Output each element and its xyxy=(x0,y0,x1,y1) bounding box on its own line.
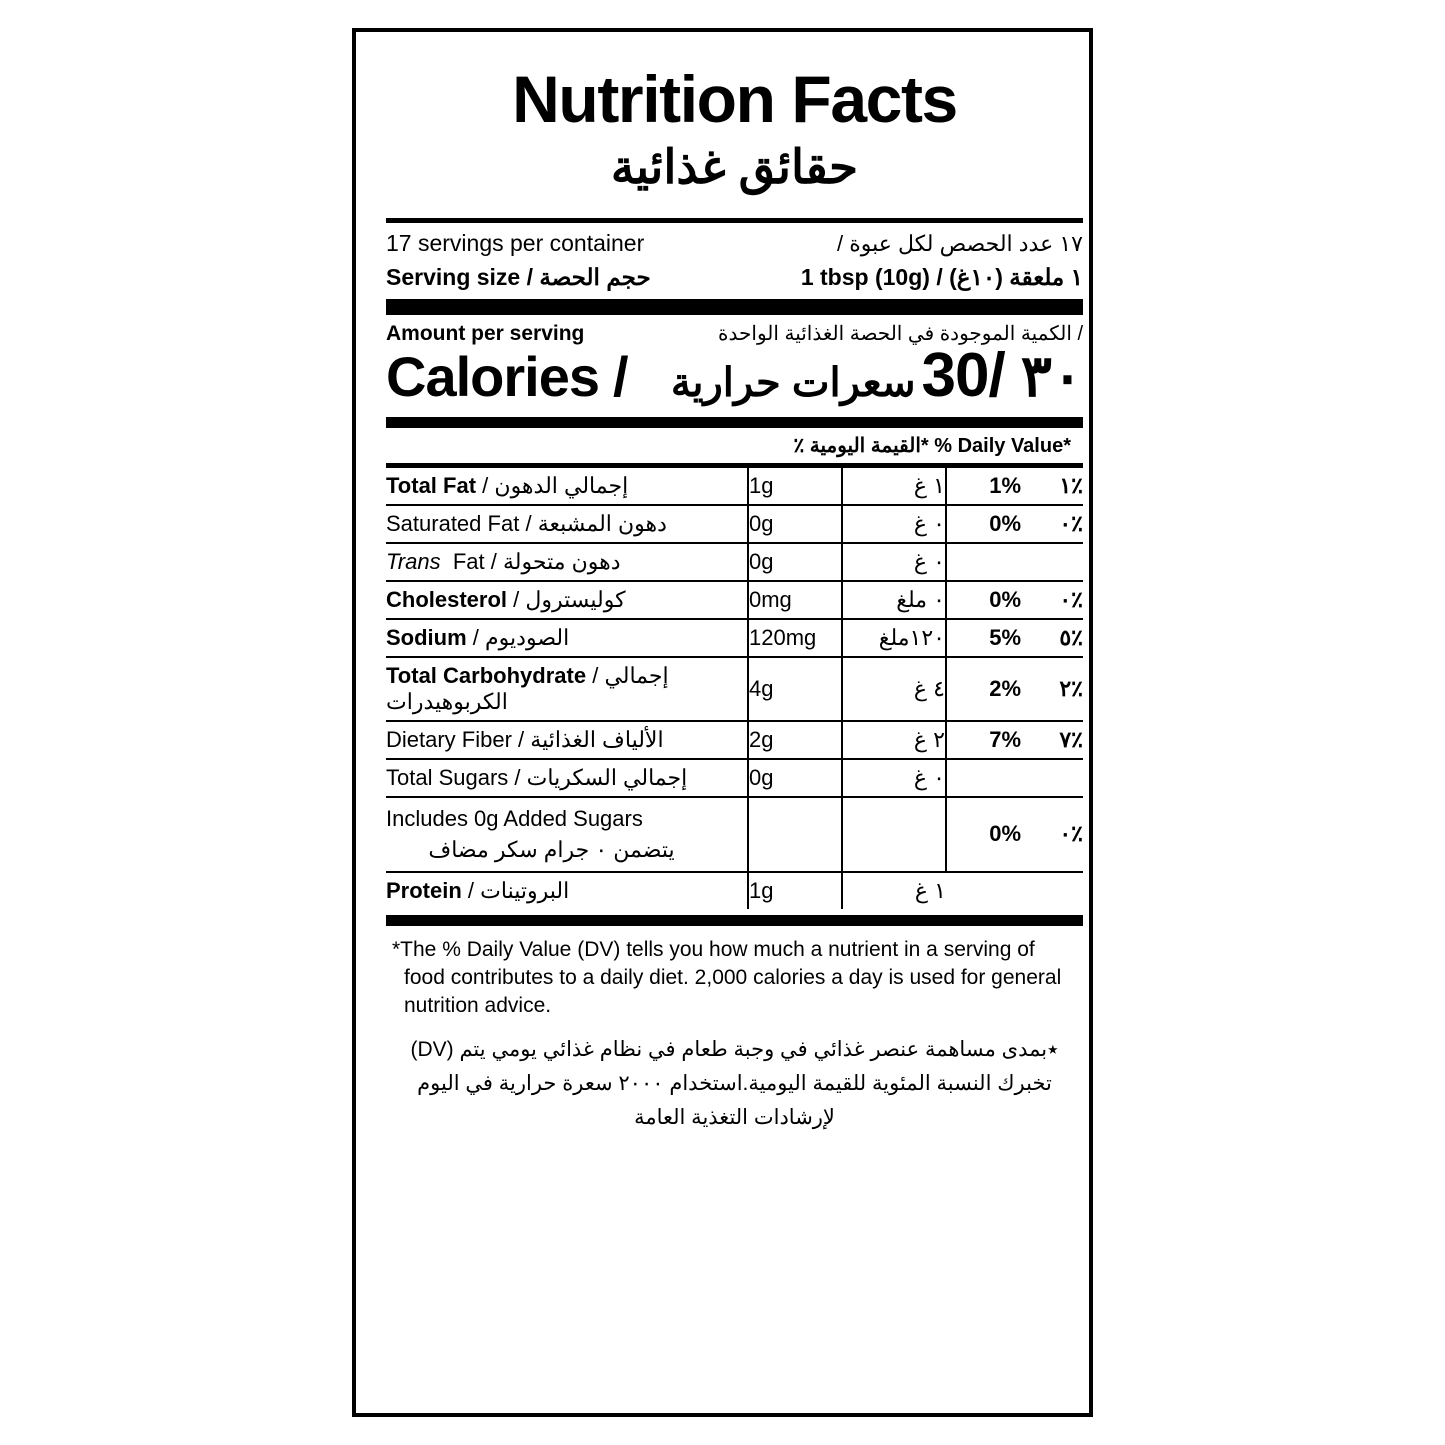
nutrient-name-added-sugars: Includes 0g Added Sugars يتضمن ٠ جرام سكر مضاف xyxy=(386,797,748,873)
nutrient-dv-ar-cholesterol: ٪٠ xyxy=(1021,581,1083,619)
nutrient-amount-sodium: 120mg xyxy=(748,619,842,657)
nutrient-name-cholesterol: Cholesterol / كوليسترول xyxy=(386,581,748,619)
nutrient-dv-trans-fat xyxy=(946,543,1021,581)
nutrient-dv-protein xyxy=(946,872,1021,909)
servings-block xyxy=(386,223,1083,299)
nutrient-name-saturated-fat: Saturated Fat / دهون المشبعة xyxy=(386,505,748,543)
nutrient-dv-ar-trans-fat xyxy=(1021,543,1083,581)
nutrition-facts-panel xyxy=(352,28,1093,1417)
nutrient-amount-ar-protein: ١ غ xyxy=(842,872,946,909)
nutrient-dv-total-sugars xyxy=(946,759,1021,797)
nutrient-amount-ar-total-fat: ١ غ xyxy=(842,468,946,505)
nutrient-dv-cholesterol: 0% xyxy=(946,581,1021,619)
table-row xyxy=(386,759,1083,797)
nutrient-dv-total-carbohydrate: 2% xyxy=(946,657,1021,721)
nutrient-table xyxy=(386,468,1083,910)
nutrient-name-dietary-fiber: Dietary Fiber / الألياف الغذائية xyxy=(386,721,748,759)
nutrient-amount-trans-fat: 0g xyxy=(748,543,842,581)
nutrient-amount-saturated-fat: 0g xyxy=(748,505,842,543)
nutrient-dv-total-fat: 1% xyxy=(946,468,1021,505)
servings-per-container-en: 17 servings per container xyxy=(386,229,645,256)
nutrient-dv-ar-protein xyxy=(1021,872,1083,909)
nutrient-dv-ar-saturated-fat: ٪٠ xyxy=(1021,505,1083,543)
table-row xyxy=(386,468,1083,505)
nutrient-amount-ar-added-sugars xyxy=(842,797,946,873)
nutrient-amount-ar-saturated-fat: ٠ غ xyxy=(842,505,946,543)
nutrient-name-total-carbohydrate: Total Carbohydrate / إجمالي الكربوهيدرات xyxy=(386,657,748,721)
nutrient-name-sodium: Sodium / الصوديوم xyxy=(386,619,748,657)
amount-per-serving-en: Amount per serving xyxy=(386,321,585,345)
table-row xyxy=(386,872,1083,909)
nutrient-amount-ar-total-carbohydrate: ٤ غ xyxy=(842,657,946,721)
nutrient-amount-total-fat: 1g xyxy=(748,468,842,505)
footnote-en: *The % Daily Value (DV) tells you how much a nutrient in a serving of food contributes to a daily diet. 2,000 calories a day is used for general nutrition advice. xyxy=(392,938,1062,1017)
calories-label-en: Calories xyxy=(386,344,599,408)
nutrient-amount-ar-total-sugars: ٠ غ xyxy=(842,759,946,797)
footnote-ar: ٭بمدى مساهمة عنصر غذائي في وجبة طعام في نظام غذائي يومي يتم (DV) تخبرك النسبة المئوية للقيمة اليومية.استخدام ٢٠٠٠ سعرة حرارية في اليوم لإرشادات التغذية العامة xyxy=(410,1038,1059,1129)
table-row xyxy=(386,657,1083,721)
calories-value-en: 30/ xyxy=(921,340,1005,410)
nutrient-amount-protein: 1g xyxy=(748,872,842,909)
nutrient-name-total-sugars: Total Sugars / إجمالي السكريات xyxy=(386,759,748,797)
serving-size-value: 1 tbsp (10g) / ١ ملعقة (١٠غ) xyxy=(800,264,1083,291)
nutrient-name-trans-fat: Trans Fat / دهون متحولة xyxy=(386,543,748,581)
page-title: Nutrition Facts xyxy=(512,62,957,136)
servings-per-container-row xyxy=(386,227,1083,260)
nutrient-amount-added-sugars xyxy=(748,797,842,873)
nutrition-facts-content xyxy=(386,52,1083,1134)
nutrient-amount-ar-sodium: ١٢٠ملغ xyxy=(842,619,946,657)
nutrient-dv-added-sugars: 0% xyxy=(946,797,1021,873)
nutrient-name-protein: Protein / البروتينات xyxy=(386,872,748,909)
nutrient-dv-sodium: 5% xyxy=(946,619,1021,657)
calories-label-ar: سعرات حرارية xyxy=(670,360,916,405)
nutrient-amount-ar-dietary-fiber: ٢ غ xyxy=(842,721,946,759)
nutrient-dv-dietary-fiber: 7% xyxy=(946,721,1021,759)
nutrient-amount-cholesterol: 0mg xyxy=(748,581,842,619)
daily-value-header-ar: ٪ القيمة اليومية* xyxy=(793,434,929,457)
nutrient-dv-ar-added-sugars: ٪٠ xyxy=(1021,797,1083,873)
amount-per-serving-ar: / الكمية الموجودة في الحصة الغذائية الواحدة xyxy=(718,322,1083,345)
calories-value-ar: ٣٠ xyxy=(1020,343,1083,409)
nutrient-dv-ar-total-sugars xyxy=(1021,759,1083,797)
daily-value-header xyxy=(386,428,1083,463)
daily-value-header-en: % Daily Value* xyxy=(934,434,1071,457)
table-row xyxy=(386,721,1083,759)
nutrient-dv-ar-total-carbohydrate: ٪٢ xyxy=(1021,657,1083,721)
table-row xyxy=(386,797,1083,873)
table-row xyxy=(386,581,1083,619)
nutrient-amount-dietary-fiber: 2g xyxy=(748,721,842,759)
nutrient-dv-ar-sodium: ٪٥ xyxy=(1021,619,1083,657)
divider-footnote xyxy=(386,915,1083,926)
serving-size-label: Serving size / حجم الحصة xyxy=(386,264,651,291)
divider-calories-bottom xyxy=(386,417,1083,428)
calories-separator: / xyxy=(613,344,628,408)
nutrient-name-total-fat: Total Fat / إجمالي الدهون xyxy=(386,472,629,498)
nutrient-amount-ar-cholesterol: ٠ ملغ xyxy=(842,581,946,619)
serving-size-row xyxy=(386,260,1083,295)
nutrient-dv-ar-total-fat: ٪١ xyxy=(1059,472,1083,498)
servings-per-container-ar: ١٧ عدد الحصص لكل عبوة / xyxy=(836,230,1083,256)
page-title-arabic: حقائق غذائية xyxy=(610,140,859,194)
table-row xyxy=(386,505,1083,543)
nutrient-dv-saturated-fat: 0% xyxy=(946,505,1021,543)
nutrient-dv-ar-dietary-fiber: ٪٧ xyxy=(1021,721,1083,759)
nutrient-amount-ar-trans-fat: ٠ غ xyxy=(842,543,946,581)
table-row xyxy=(386,619,1083,657)
table-row xyxy=(386,543,1083,581)
nutrient-amount-total-sugars: 0g xyxy=(748,759,842,797)
nutrient-amount-total-carbohydrate: 4g xyxy=(748,657,842,721)
divider-calories-top xyxy=(386,299,1083,315)
calories-row xyxy=(386,340,1083,411)
